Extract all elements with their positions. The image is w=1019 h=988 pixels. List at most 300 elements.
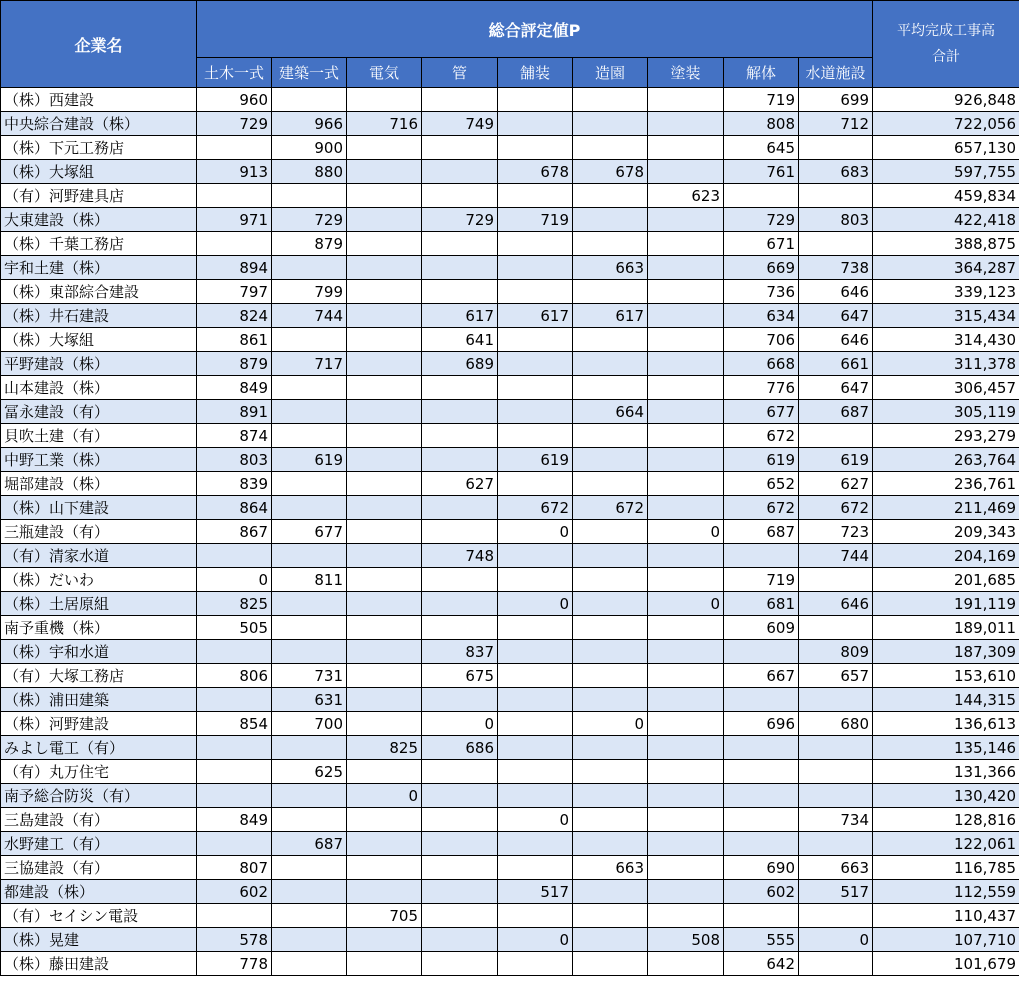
score-cell — [573, 568, 648, 592]
score-cell: 0 — [573, 712, 648, 736]
company-name-cell: （株）藤田建設 — [1, 952, 197, 976]
score-cell — [573, 880, 648, 904]
score-cell — [799, 184, 873, 208]
score-cell — [799, 424, 873, 448]
score-cell — [347, 472, 422, 496]
score-cell: 578 — [197, 928, 272, 952]
table-row — [1, 664, 1019, 688]
score-cell — [573, 592, 648, 616]
score-cell: 824 — [197, 304, 272, 328]
total-cell: 388,875 — [873, 232, 1019, 256]
score-cell: 623 — [648, 184, 724, 208]
score-cell — [498, 760, 573, 784]
score-cell: 667 — [724, 664, 799, 688]
score-cell — [724, 832, 799, 856]
total-cell: 144,315 — [873, 688, 1019, 712]
score-cell — [498, 544, 573, 568]
company-name-cell: 宇和土建（株） — [1, 256, 197, 280]
score-cell — [498, 376, 573, 400]
total-cell: 926,848 — [873, 88, 1019, 112]
score-cell — [422, 88, 498, 112]
score-cell: 677 — [724, 400, 799, 424]
score-cell: 627 — [799, 472, 873, 496]
table-row — [1, 784, 1019, 808]
score-cell: 797 — [197, 280, 272, 304]
table-header — [1, 1, 1019, 88]
score-cell — [347, 640, 422, 664]
score-cell — [422, 256, 498, 280]
company-name-cell: （株）河野建設 — [1, 712, 197, 736]
score-cell — [422, 376, 498, 400]
score-cell: 729 — [197, 112, 272, 136]
company-name-cell: 水野建工（有） — [1, 832, 197, 856]
score-cell: 681 — [724, 592, 799, 616]
total-cell: 597,755 — [873, 160, 1019, 184]
score-cell — [347, 304, 422, 328]
score-cell — [422, 928, 498, 952]
score-cell — [648, 376, 724, 400]
company-name-cell: 平野建設（株） — [1, 352, 197, 376]
score-cell — [799, 736, 873, 760]
total-cell: 101,679 — [873, 952, 1019, 976]
score-cell — [272, 256, 347, 280]
score-cell: 652 — [724, 472, 799, 496]
total-cell: 263,764 — [873, 448, 1019, 472]
table-row — [1, 856, 1019, 880]
score-cell — [272, 544, 347, 568]
score-cell: 617 — [498, 304, 573, 328]
score-cell — [347, 544, 422, 568]
score-cell — [347, 520, 422, 544]
score-cell — [422, 904, 498, 928]
table-row — [1, 352, 1019, 376]
score-cell — [724, 688, 799, 712]
score-cell — [498, 328, 573, 352]
score-cell: 647 — [799, 376, 873, 400]
score-cell — [724, 640, 799, 664]
table-row — [1, 184, 1019, 208]
table-row — [1, 832, 1019, 856]
score-cell — [422, 184, 498, 208]
score-cell: 966 — [272, 112, 347, 136]
score-cell — [347, 616, 422, 640]
score-cell: 705 — [347, 904, 422, 928]
score-cell — [347, 712, 422, 736]
score-cell — [272, 184, 347, 208]
score-cell — [272, 592, 347, 616]
score-cell: 706 — [724, 328, 799, 352]
score-cell: 517 — [799, 880, 873, 904]
total-cell: 657,130 — [873, 136, 1019, 160]
score-cell — [197, 760, 272, 784]
category-header: 建築一式 — [272, 58, 347, 88]
score-cell — [648, 280, 724, 304]
table-row — [1, 472, 1019, 496]
company-name-cell: （株）大塚組 — [1, 160, 197, 184]
score-cell — [197, 688, 272, 712]
score-cell — [573, 544, 648, 568]
table-body — [1, 88, 1019, 976]
score-cell: 619 — [724, 448, 799, 472]
score-cell: 555 — [724, 928, 799, 952]
score-cell — [498, 664, 573, 688]
score-cell — [272, 784, 347, 808]
score-cell — [648, 136, 724, 160]
score-cell: 0 — [498, 808, 573, 832]
score-cell — [422, 568, 498, 592]
score-cell — [648, 784, 724, 808]
score-cell: 839 — [197, 472, 272, 496]
total-cell: 107,710 — [873, 928, 1019, 952]
score-cell — [573, 424, 648, 448]
score-cell: 849 — [197, 376, 272, 400]
score-cell: 891 — [197, 400, 272, 424]
score-cell: 677 — [272, 520, 347, 544]
score-cell: 661 — [799, 352, 873, 376]
score-cell — [347, 352, 422, 376]
score-cell: 0 — [498, 592, 573, 616]
evaluation-group-header: 総合評定値P — [197, 1, 873, 58]
score-cell: 683 — [799, 160, 873, 184]
score-cell — [573, 352, 648, 376]
score-cell — [648, 808, 724, 832]
score-cell — [347, 952, 422, 976]
score-cell: 663 — [573, 856, 648, 880]
score-cell: 716 — [347, 112, 422, 136]
score-cell — [648, 160, 724, 184]
score-cell — [498, 568, 573, 592]
score-cell — [648, 736, 724, 760]
table-row — [1, 880, 1019, 904]
score-cell: 617 — [573, 304, 648, 328]
score-cell: 617 — [422, 304, 498, 328]
company-name-cell: 南予重機（株） — [1, 616, 197, 640]
company-name-cell: （株）大塚組 — [1, 328, 197, 352]
score-cell — [573, 664, 648, 688]
score-cell — [347, 448, 422, 472]
score-cell: 690 — [724, 856, 799, 880]
score-cell: 799 — [272, 280, 347, 304]
score-cell: 803 — [799, 208, 873, 232]
score-cell: 738 — [799, 256, 873, 280]
score-cell — [498, 184, 573, 208]
table-row — [1, 544, 1019, 568]
company-name-cell: 山本建設（株） — [1, 376, 197, 400]
total-cell: 364,287 — [873, 256, 1019, 280]
score-cell — [272, 88, 347, 112]
score-cell — [648, 328, 724, 352]
score-cell — [648, 568, 724, 592]
company-name-cell: （株）山下建設 — [1, 496, 197, 520]
score-cell: 825 — [347, 736, 422, 760]
score-cell: 729 — [272, 208, 347, 232]
score-cell: 731 — [272, 664, 347, 688]
company-name-cell: 貝吹土建（有） — [1, 424, 197, 448]
score-cell — [498, 856, 573, 880]
score-cell — [422, 808, 498, 832]
score-cell: 913 — [197, 160, 272, 184]
table-row — [1, 280, 1019, 304]
company-name-cell: 堀部建設（株） — [1, 472, 197, 496]
score-cell — [648, 760, 724, 784]
table-row — [1, 736, 1019, 760]
score-cell — [498, 112, 573, 136]
score-cell — [347, 664, 422, 688]
score-cell — [648, 904, 724, 928]
score-cell — [272, 376, 347, 400]
score-cell — [724, 784, 799, 808]
total-cell: 189,011 — [873, 616, 1019, 640]
score-cell: 672 — [724, 424, 799, 448]
score-cell — [648, 352, 724, 376]
total-cell: 201,685 — [873, 568, 1019, 592]
score-cell: 712 — [799, 112, 873, 136]
score-cell: 807 — [197, 856, 272, 880]
company-name-header: 企業名 — [1, 1, 197, 88]
score-cell: 663 — [573, 256, 648, 280]
score-cell — [347, 832, 422, 856]
score-cell: 0 — [799, 928, 873, 952]
score-cell — [573, 904, 648, 928]
score-cell — [573, 760, 648, 784]
score-cell — [347, 280, 422, 304]
score-cell — [347, 160, 422, 184]
company-name-cell: 三島建設（有） — [1, 808, 197, 832]
table-row — [1, 136, 1019, 160]
table-row — [1, 88, 1019, 112]
score-cell — [573, 184, 648, 208]
score-cell — [422, 880, 498, 904]
score-cell: 854 — [197, 712, 272, 736]
company-name-cell: （株）井石建設 — [1, 304, 197, 328]
score-cell: 609 — [724, 616, 799, 640]
score-cell — [272, 424, 347, 448]
score-cell — [799, 616, 873, 640]
table-row — [1, 160, 1019, 184]
score-cell — [347, 760, 422, 784]
score-cell: 811 — [272, 568, 347, 592]
table-row — [1, 424, 1019, 448]
score-cell — [573, 688, 648, 712]
total-cell: 311,378 — [873, 352, 1019, 376]
score-cell — [799, 568, 873, 592]
score-cell: 646 — [799, 592, 873, 616]
score-cell — [498, 88, 573, 112]
table-row — [1, 112, 1019, 136]
category-header: 造園 — [573, 58, 648, 88]
score-cell: 672 — [498, 496, 573, 520]
table-row — [1, 640, 1019, 664]
total-cell: 128,816 — [873, 808, 1019, 832]
score-cell — [422, 232, 498, 256]
score-cell: 867 — [197, 520, 272, 544]
score-cell — [573, 616, 648, 640]
score-cell — [724, 544, 799, 568]
score-cell — [498, 256, 573, 280]
score-cell — [498, 736, 573, 760]
score-cell: 634 — [724, 304, 799, 328]
score-cell — [422, 952, 498, 976]
score-cell: 686 — [422, 736, 498, 760]
score-cell: 0 — [422, 712, 498, 736]
score-cell — [347, 688, 422, 712]
score-cell: 809 — [799, 640, 873, 664]
score-cell — [197, 184, 272, 208]
score-cell — [347, 232, 422, 256]
score-cell — [272, 808, 347, 832]
score-cell: 631 — [272, 688, 347, 712]
score-cell — [347, 496, 422, 520]
total-cell: 204,169 — [873, 544, 1019, 568]
company-name-cell: 三瓶建設（有） — [1, 520, 197, 544]
score-cell — [347, 88, 422, 112]
table-row — [1, 520, 1019, 544]
score-cell: 0 — [197, 568, 272, 592]
score-cell — [498, 952, 573, 976]
score-cell — [197, 640, 272, 664]
company-name-cell: みよし電工（有） — [1, 736, 197, 760]
score-cell: 0 — [498, 520, 573, 544]
total-cell: 236,761 — [873, 472, 1019, 496]
company-name-cell: 中央綜合建設（株） — [1, 112, 197, 136]
score-cell — [422, 448, 498, 472]
score-cell — [648, 232, 724, 256]
table-row — [1, 616, 1019, 640]
score-cell — [272, 856, 347, 880]
score-cell: 687 — [799, 400, 873, 424]
score-cell: 602 — [197, 880, 272, 904]
score-cell — [422, 592, 498, 616]
score-cell — [573, 832, 648, 856]
score-cell: 748 — [422, 544, 498, 568]
score-cell — [498, 280, 573, 304]
score-cell — [573, 928, 648, 952]
score-cell — [799, 760, 873, 784]
score-cell — [422, 424, 498, 448]
score-cell: 668 — [724, 352, 799, 376]
score-cell — [197, 544, 272, 568]
total-cell: 116,785 — [873, 856, 1019, 880]
score-cell — [498, 232, 573, 256]
score-cell: 696 — [724, 712, 799, 736]
score-cell: 971 — [197, 208, 272, 232]
score-cell: 619 — [799, 448, 873, 472]
score-cell — [799, 136, 873, 160]
score-cell: 645 — [724, 136, 799, 160]
score-cell: 849 — [197, 808, 272, 832]
score-cell — [197, 232, 272, 256]
table-row — [1, 232, 1019, 256]
table-row — [1, 760, 1019, 784]
score-cell — [648, 688, 724, 712]
table-row — [1, 568, 1019, 592]
score-cell: 729 — [724, 208, 799, 232]
category-header: 管 — [422, 58, 498, 88]
score-cell — [422, 856, 498, 880]
score-cell — [648, 88, 724, 112]
total-cell: 112,559 — [873, 880, 1019, 904]
score-cell: 806 — [197, 664, 272, 688]
score-cell: 719 — [724, 568, 799, 592]
score-cell — [648, 472, 724, 496]
company-name-cell: （株）晃建 — [1, 928, 197, 952]
category-header: 舗装 — [498, 58, 573, 88]
score-cell — [498, 400, 573, 424]
score-cell: 505 — [197, 616, 272, 640]
score-cell — [197, 832, 272, 856]
company-name-cell: （有）清家水道 — [1, 544, 197, 568]
score-cell: 646 — [799, 280, 873, 304]
company-name-cell: （株）千葉工務店 — [1, 232, 197, 256]
score-cell: 508 — [648, 928, 724, 952]
score-cell: 776 — [724, 376, 799, 400]
score-cell — [347, 208, 422, 232]
score-cell: 723 — [799, 520, 873, 544]
score-cell: 672 — [799, 496, 873, 520]
score-cell: 680 — [799, 712, 873, 736]
score-cell — [347, 184, 422, 208]
score-cell — [422, 496, 498, 520]
score-cell: 729 — [422, 208, 498, 232]
total-cell: 306,457 — [873, 376, 1019, 400]
table-row — [1, 808, 1019, 832]
score-cell — [272, 328, 347, 352]
company-name-cell: （株）西建設 — [1, 88, 197, 112]
score-cell — [648, 424, 724, 448]
score-cell — [573, 640, 648, 664]
score-cell: 646 — [799, 328, 873, 352]
score-cell — [272, 496, 347, 520]
score-cell — [648, 400, 724, 424]
score-cell: 744 — [272, 304, 347, 328]
score-cell — [498, 136, 573, 160]
score-cell: 689 — [422, 352, 498, 376]
score-cell — [724, 736, 799, 760]
score-cell — [573, 88, 648, 112]
category-header: 土木一式 — [197, 58, 272, 88]
score-cell — [799, 832, 873, 856]
score-cell — [648, 496, 724, 520]
score-cell: 880 — [272, 160, 347, 184]
table-row — [1, 328, 1019, 352]
total-cell: 191,119 — [873, 592, 1019, 616]
score-cell — [573, 136, 648, 160]
score-cell — [799, 688, 873, 712]
total-cell: 187,309 — [873, 640, 1019, 664]
total-cell: 209,343 — [873, 520, 1019, 544]
score-cell — [799, 904, 873, 928]
score-cell — [272, 928, 347, 952]
score-cell — [422, 760, 498, 784]
category-header: 電気 — [347, 58, 422, 88]
score-cell — [422, 688, 498, 712]
company-name-cell: （株）浦田建築 — [1, 688, 197, 712]
company-name-cell: （有）大塚工務店 — [1, 664, 197, 688]
table-row — [1, 208, 1019, 232]
score-cell — [272, 952, 347, 976]
score-cell: 761 — [724, 160, 799, 184]
score-cell: 663 — [799, 856, 873, 880]
average-completed-work-header — [873, 1, 1019, 88]
score-cell: 837 — [422, 640, 498, 664]
score-cell — [347, 856, 422, 880]
score-cell: 803 — [197, 448, 272, 472]
score-cell — [347, 592, 422, 616]
score-cell — [648, 616, 724, 640]
score-cell: 744 — [799, 544, 873, 568]
score-cell: 678 — [573, 160, 648, 184]
score-cell: 879 — [272, 232, 347, 256]
